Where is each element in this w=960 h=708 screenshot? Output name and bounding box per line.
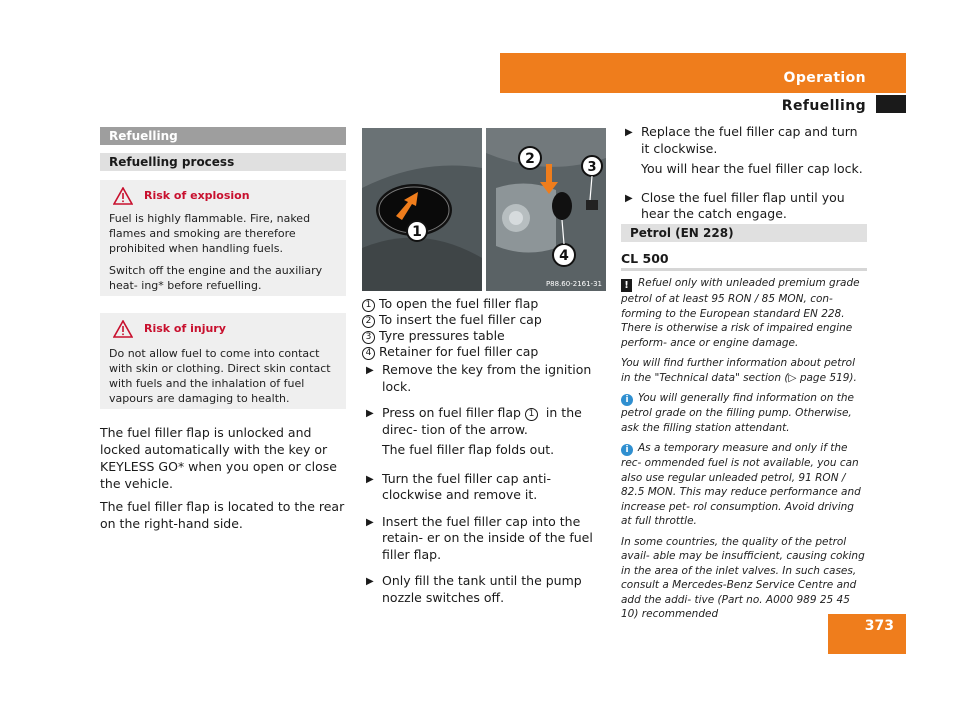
instruction-steps-continued [621, 124, 867, 229]
figure-callout: 4 [559, 248, 569, 264]
instruction-steps [362, 362, 608, 612]
legend-item: 1 To open the fuel filler flap [362, 296, 608, 312]
note-item: In some countries, the quality of the petrol avail- able may be insufficient, causing coking in the area of the inlet valves. In such cases, consult a Mercedes-Benz Service Centre and add the addi- tive (Part no. A000 989 25 45 10) recommended [621, 535, 865, 620]
figure-legend [362, 296, 608, 360]
bullet-triangle-icon: ▶ [366, 576, 374, 587]
petrol-heading: Petrol (EN 228) [621, 224, 867, 242]
instruction-step: ▶ Press on fuel filler flap 1 in the direc- tion of the arrow. [366, 405, 582, 437]
warning-text: Switch off the engine and the auxiliary heat- ing* before refuelling. [109, 264, 323, 292]
step-note: The fuel filler flap folds out. [382, 442, 555, 457]
figure-code: P88.60-2161-31 [545, 280, 602, 288]
warning-text: Fuel is highly flammable. Fire, naked flames and smoking are therefore prohibited when handling fuels. [109, 212, 311, 255]
instruction-step: ▶ Close the fuel filler flap until you hear the catch engage. [625, 189, 845, 221]
warning-box-injury [100, 313, 346, 409]
instruction-step: ▶ Insert the fuel filler cap into the retain- er on the inside of the fuel filler flap. [366, 513, 593, 562]
info-icon: i [621, 444, 633, 456]
bullet-triangle-icon: ▶ [366, 473, 374, 485]
figure-fuel-flap-closed [362, 128, 482, 291]
note-item: You will find further information about petrol in the "Technical data" section (▷ page 519). [621, 357, 857, 384]
exclamation-square-icon: ! [621, 279, 632, 292]
instruction-step: ▶ Remove the key from the ignition lock. [366, 362, 592, 394]
figure-callout: 2 [525, 151, 535, 167]
instruction-step: ▶ Turn the fuel filler cap anti-clockwise and remove it. [366, 470, 551, 502]
warning-title: Risk of explosion [144, 189, 250, 202]
instruction-step: ▶ Only fill the tank until the pump nozzle switches off. [366, 573, 582, 605]
warning-text: Do not allow fuel to come into contact with skin or clothing. Direct skin contact with fuels and the inhalation of fuel vapours are damaging to health. [109, 347, 331, 405]
page-number: 373 [864, 618, 894, 634]
legend-item: 2 To insert the fuel filler cap [362, 312, 608, 328]
warning-triangle-icon [113, 187, 133, 205]
note-item: i As a temporary measure and only if the rec- ommended fuel is not available, you can also use regular unleaded petrol, 91 RON / 82.5 MON. This may reduce performance and increase pet- rol consumption. Avoid driving at full throttle. [621, 442, 861, 527]
legend-item: 4 Retainer for fuel filler cap [362, 344, 608, 360]
subsection-heading: Refuelling process [100, 153, 346, 171]
notes-block [621, 276, 867, 628]
warning-title: Risk of injury [144, 322, 226, 335]
figure-callout: 3 [587, 160, 597, 175]
figure-callout: 1 [412, 224, 422, 240]
figure-fuel-flap-open [486, 128, 606, 291]
section-heading: Refuelling [100, 127, 346, 145]
legend-item: 3 Tyre pressures table [362, 328, 608, 344]
bullet-triangle-icon: ▶ [625, 127, 633, 138]
warning-box-explosion [100, 180, 346, 296]
paragraph: The fuel filler flap is unlocked and locked automatically with the key or KEYLESS GO* when you open or close the vehicle. [100, 425, 337, 491]
model-label: CL 500 [621, 251, 669, 266]
bullet-triangle-icon: ▶ [625, 192, 633, 204]
header-subsection-title: Refuelling [781, 98, 866, 114]
bullet-triangle-icon: ▶ [366, 408, 374, 419]
step-note: You will hear the fuel filler cap lock. [641, 161, 863, 176]
warning-triangle-icon [113, 320, 133, 338]
note-item: i You will generally find information on the petrol grade on the filling pump. Otherwise, ask the filling station attendant. [621, 392, 854, 434]
bullet-triangle-icon: ▶ [366, 516, 374, 528]
divider [621, 268, 867, 271]
instruction-step: ▶ Replace the fuel filler cap and turn it clockwise. [625, 124, 858, 156]
bullet-triangle-icon: ▶ [366, 365, 374, 376]
body-text-block [100, 424, 346, 538]
paragraph: The fuel filler flap is located to the rear on the right-hand side. [100, 499, 345, 531]
info-icon: i [621, 394, 633, 406]
header-section-title: Operation [783, 70, 866, 86]
note-item: ! Refuel only with unleaded premium grade petrol of at least 95 RON / 85 MON, con- forming to the European standard EN 228. There is otherwise a risk of impaired engine perform- ance or engine damage. [621, 277, 860, 349]
header-marker-block [876, 95, 906, 113]
